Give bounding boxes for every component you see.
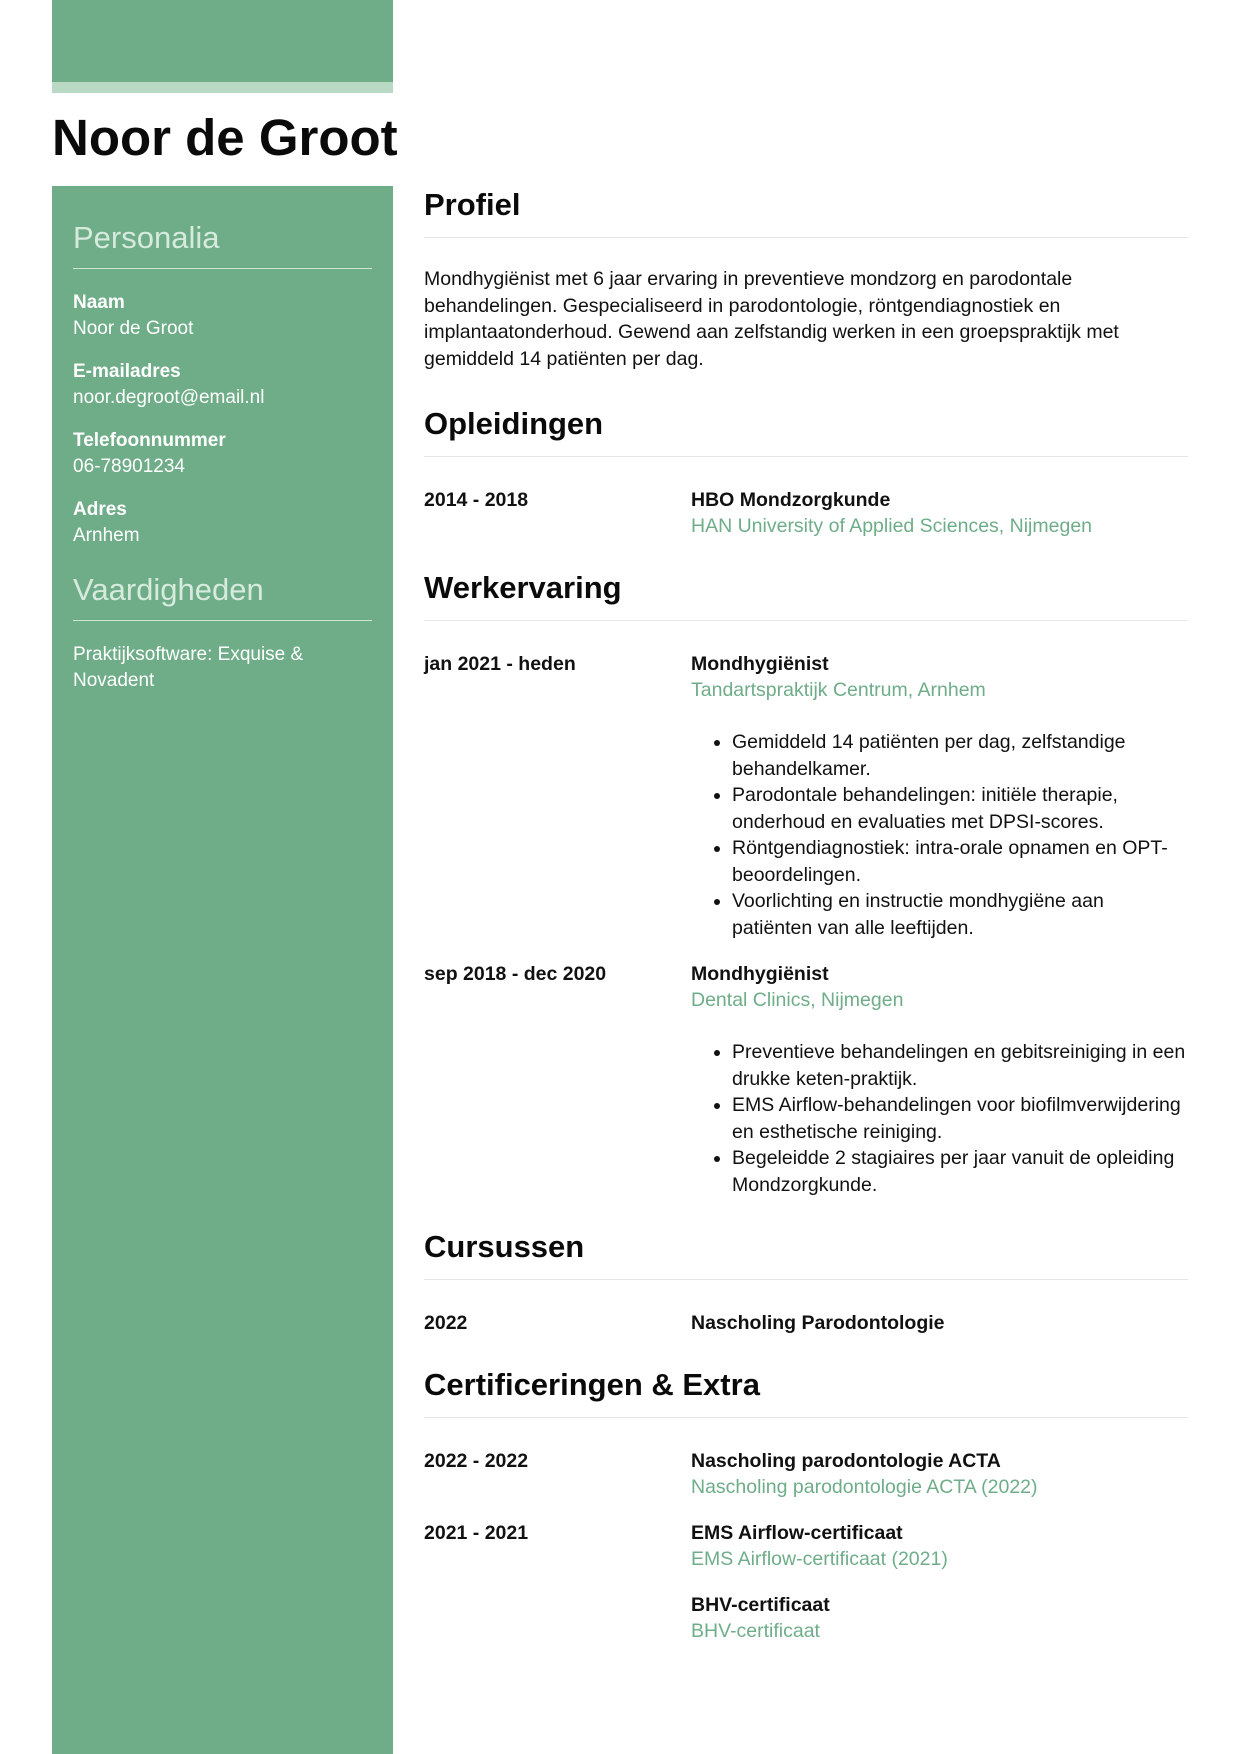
field-email (73, 359, 372, 411)
field-value: noor.degroot@email.nl (73, 387, 265, 408)
certifications-section (424, 1366, 1188, 1644)
candidate-name: Noor de Groot (52, 109, 398, 166)
skill-item: Praktijksoftware: Exquise & Novadent (73, 644, 304, 691)
main-content (424, 186, 1188, 1644)
profile-text: Mondhygiënist met 6 jaar ervaring in preventieve mondzorg en parodontale behandelingen. Gespecialiseerd in parodontologie, röntgendiagnostiek en implantaatonderhoud. Gewend aan zelfstandig werken in een groepspraktijk met gemiddeld 14 patiënten per dag. (424, 268, 1119, 370)
entry-date: 2014 - 2018 (424, 489, 529, 511)
field-value: 06-78901234 (73, 456, 185, 477)
field-label: Telefoonnummer (73, 430, 226, 451)
entry-subtitle: HAN University of Applied Sciences, Nijmegen (691, 515, 1093, 537)
bullet-item: • Preventieve behandelingen en gebitsreiniging in een drukke keten-praktijk. (732, 1039, 1188, 1092)
entry-date: sep 2018 - dec 2020 (424, 963, 607, 985)
experience-heading: Werkervaring (424, 569, 1188, 621)
entry-body (691, 487, 1188, 539)
entry-date: jan 2021 - heden (424, 653, 576, 675)
bullet-list (691, 729, 1188, 941)
field-label: Adres (73, 499, 127, 520)
entry-title: EMS Airflow-certificaat (691, 1522, 903, 1544)
entry-body (691, 651, 1188, 941)
entry-body (691, 1592, 1188, 1644)
sidebar (52, 186, 393, 1754)
field-label: Naam (73, 292, 125, 313)
course-entry (424, 1310, 1188, 1336)
bullet-item: • Voorlichting en instructie mondhygiëne aan patiënten van alle leeftijden. (732, 888, 1188, 941)
entry-title: Mondhygiënist (691, 963, 829, 985)
profile-heading: Profiel (424, 186, 1188, 238)
entry-subtitle: BHV-certificaat (691, 1620, 820, 1642)
certification-entry (424, 1592, 1188, 1644)
entry-title: BHV-certificaat (691, 1594, 830, 1616)
bullet-item: • EMS Airflow-behandelingen voor biofilmverwijdering en esthetische reiniging. (732, 1092, 1188, 1145)
entry-subtitle: Nascholing parodontologie ACTA (2022) (691, 1476, 1038, 1498)
bullet-item: • Gemiddeld 14 patiënten per dag, zelfstandige behandelkamer. (732, 729, 1188, 782)
bullet-item: • Begeleidde 2 stagiaires per jaar vanuit de opleiding Mondzorgkunde. (732, 1145, 1188, 1198)
field-value: Noor de Groot (73, 318, 194, 339)
entry-date (424, 1592, 691, 1644)
profile-section (424, 186, 1188, 372)
entry-title: HBO Mondzorgkunde (691, 489, 891, 511)
education-section (424, 405, 1188, 539)
courses-heading: Cursussen (424, 1228, 1188, 1280)
field-value: Arnhem (73, 525, 140, 546)
header-accent-stripe (52, 82, 393, 93)
entry-date: 2021 - 2021 (424, 1522, 529, 1544)
courses-section (424, 1228, 1188, 1336)
field-naam (73, 290, 372, 342)
skills-section (73, 571, 372, 694)
entry-title: Mondhygiënist (691, 653, 829, 675)
education-heading: Opleidingen (424, 405, 1188, 457)
bullet-item: • Parodontale behandelingen: initiële therapie, onderhoud en evaluaties met DPSI-scores. (732, 782, 1188, 835)
field-label: E-mailadres (73, 361, 181, 382)
entry-title: Nascholing parodontologie ACTA (691, 1450, 1001, 1472)
entry-date: 2022 - 2022 (424, 1450, 529, 1472)
bullet-item: • Röntgendiagnostiek: intra-orale opnamen en OPT-beoordelingen. (732, 835, 1188, 888)
entry-subtitle: Tandartspraktijk Centrum, Arnhem (691, 679, 986, 701)
experience-entry (424, 961, 1188, 1198)
entry-date: 2022 (424, 1312, 468, 1334)
entry-title: Nascholing Parodontologie (691, 1312, 945, 1334)
entry-subtitle: Dental Clinics, Nijmegen (691, 989, 904, 1011)
certification-entry (424, 1448, 1188, 1500)
education-entry (424, 487, 1188, 539)
experience-entry (424, 651, 1188, 941)
header-color-block (52, 0, 393, 82)
entry-body (691, 1448, 1188, 1500)
entry-body (691, 1310, 1188, 1336)
bullet-list (691, 1039, 1188, 1198)
skills-heading: Vaardigheden (73, 571, 372, 621)
entry-subtitle: EMS Airflow-certificaat (2021) (691, 1548, 948, 1570)
certification-entry (424, 1520, 1188, 1572)
field-telefoon (73, 428, 372, 480)
experience-section (424, 569, 1188, 1198)
certifications-heading: Certificeringen & Extra (424, 1366, 1188, 1418)
entry-body (691, 1520, 1188, 1572)
personalia-heading: Personalia (73, 219, 372, 269)
field-adres (73, 497, 372, 549)
entry-body (691, 961, 1188, 1198)
